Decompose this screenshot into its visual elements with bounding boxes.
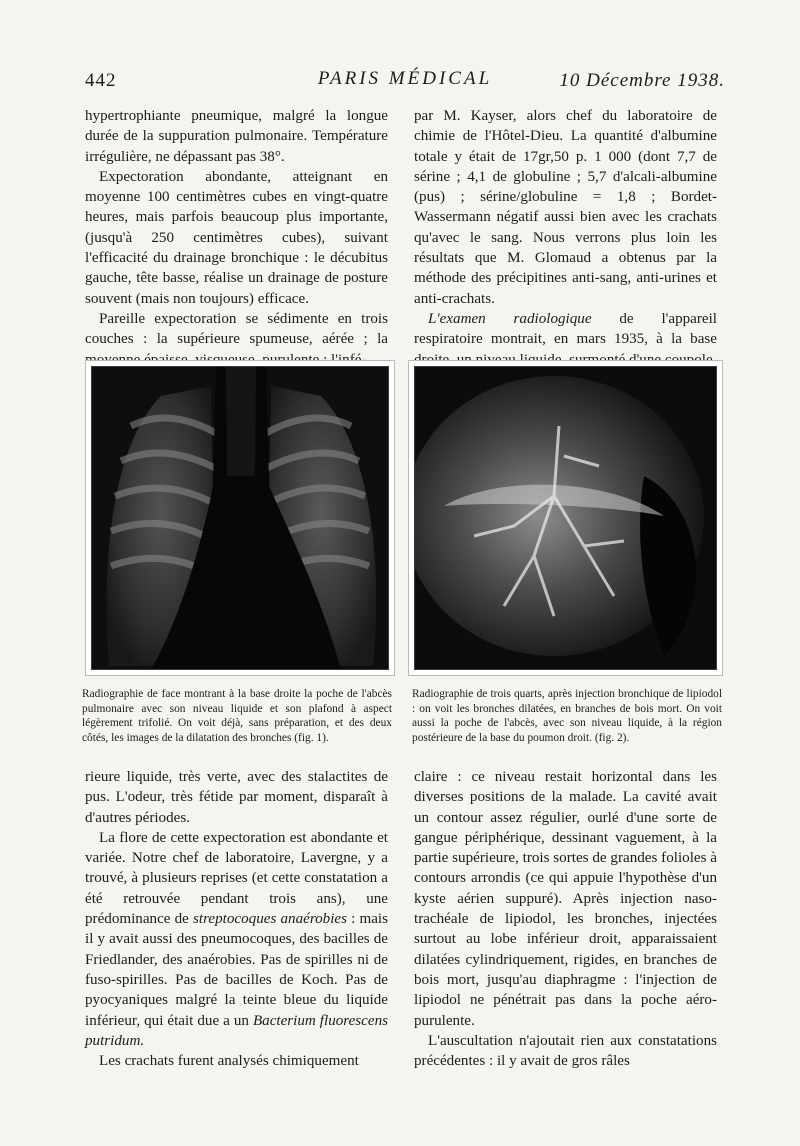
- paragraph: L'auscultation n'ajoutait rien aux constatations précédentes : il y avait de gros râles: [414, 1032, 717, 1070]
- paragraph: Les crachats furent analysés chimiquement: [99, 1053, 359, 1070]
- italic-term: L'examen radiologique: [428, 310, 592, 327]
- page-number: 442: [85, 70, 117, 91]
- paragraph: Expectoration abondante, atteignant en moyenne 100 centimètres cubes en vingt-quatre heures, mais parfois beaucoup plus importante, (jusqu'à 250 centimètres cubes), suivant l'efficacité du drainage bronchique : le décubitus gauche, tête basse, réalise un drainage de posture souvent (mais non toujours) efficace.: [85, 168, 388, 307]
- paragraph: claire : ce niveau restait horizontal dans les diverses positions de la malade. La cavité avait un contour assez régulier, ourlé d'une sorte de gangue périphérique, dessinant vaguement, à la partie supérieure, trois sortes de grandes folioles à contours arrondis (ce qui appuie l'hypothèse d'un kyste aérien suppuré). Après injection naso-trachéale de lipiodol, les bronches, injectées surtout au lobe inférieur droit, apparaissaient dilatées cylindriquement, rigides, en branches de bois mort, jusqu'au diaphragme : l'injection de lipiodol ne pénétrait pas dans la poche aéro-purulente.: [414, 769, 717, 1029]
- figure-2-caption: Radiographie de trois quarts, après injection bronchique de lipiodol : on voit les bronches dilatées, en branches de bois mort. On voit aussi la poche de l'abcès, avec son niveau liquide, à la région postérieure de la base du poumon droit. (fig. 2).: [412, 688, 722, 744]
- column-left-top: [85, 106, 388, 348]
- column-right-top: [414, 106, 717, 348]
- figure-1-frontal-radiograph: [85, 360, 395, 676]
- paragraph: rieure liquide, très verte, avec des stalactites de pus. L'odeur, très fétide par moment, disparaît à d'autres périodes.: [85, 769, 388, 826]
- paragraph: L'examen radiologique de l'appareil respiratoire montrait, en mars 1935, à la base: [414, 310, 717, 348]
- paragraph: Pareille expectoration se sédimente en trois couches : la supérieure spumeuse, aérée ; la: [85, 310, 388, 348]
- figure-2-oblique-radiograph: [408, 360, 723, 676]
- paragraph: hypertrophiante pneumique, malgré la longue durée de la suppuration pulmonaire. Température irrégulière, ne dépassant pas 38°.: [85, 108, 388, 165]
- italic-term: Bacterium fluorescens putridum.: [85, 1012, 388, 1049]
- column-left-bottom: [85, 767, 388, 1070]
- running-header: [85, 68, 725, 96]
- xray-image-oblique: [414, 366, 717, 670]
- xray-image-frontal: [91, 366, 389, 670]
- paragraph: par M. Kayser, alors chef du laboratoire de chimie de l'Hôtel-Dieu. La quantité d'albumine totale y était de 17gr,50 p. 1 000 (dont 7,7 de sérine ; 4,1 de globuline ; 5,7 d'alcali-albumine (pus) ; sérine/globuline = 1,8 ; Bordet-Wassermann négatif aussi bien avec les crachats qu'avec le sang. Nous verrons plus loin les résultats que M. Glomaud a obtenus par la méthode des précipitines anti-sang, anti-urines et anti-crachats.: [414, 108, 717, 307]
- column-right-bottom: [414, 767, 717, 1070]
- figure-1-caption: Radiographie de face montrant à la base droite la poche de l'abcès pulmonaire avec son niveau liquide et son plafond à aspect légèrement trifolié. On voit déjà, sans préparation, et des deux côtés, les images de la dilatation des bronches (fig. 1).: [82, 688, 392, 744]
- journal-title: PARIS MÉDICAL: [317, 68, 493, 89]
- italic-term: streptocoques anaérobies: [193, 911, 347, 928]
- paragraph: La flore de cette expectoration est abondante et variée. Notre chef de laboratoire, Lavergne, y a trouvé, à plusieurs reprises (et cette constatation a été retrouvée pendant trois ans), une prédominance de streptocoques anaérobies : mais il y avait aussi des pneumocoques, des bacilles de Friedlander, des anaérobies. Pas de spirilles ni de fuso-spirilles. Pas de bacilles de Koch. Pas de pyocyaniques malgré la teinte bleue du liquide inférieur, qui était due a un Bacterium fluorescens putridum.: [85, 829, 388, 1049]
- issue-date: 10 Décembre 1938.: [559, 70, 725, 91]
